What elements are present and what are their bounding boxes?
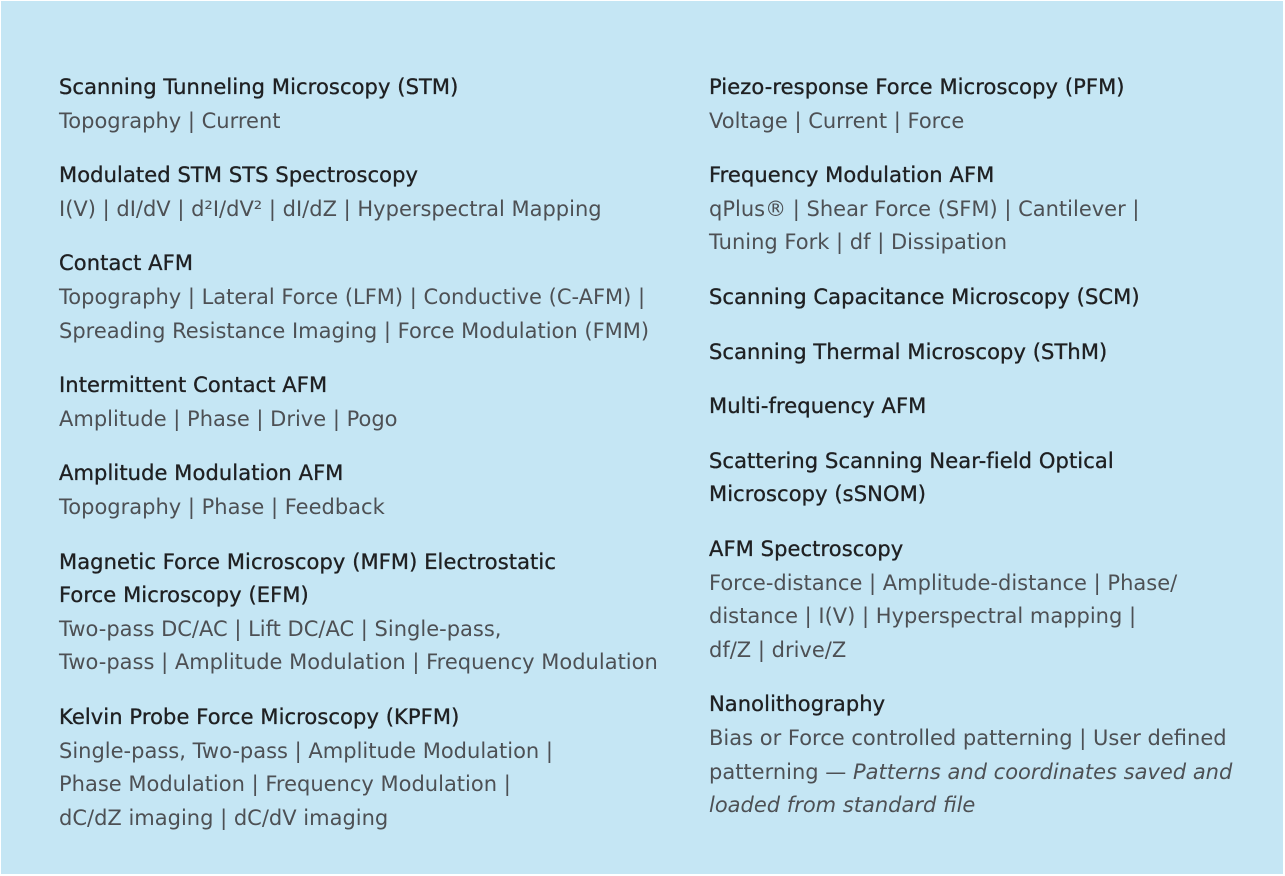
mode-description-text: Bias or Force controlled patterning | User defined patterning —: [709, 725, 1227, 784]
mode-title: Multi-frequency AFM: [709, 394, 927, 419]
mode-description: [709, 722, 1254, 823]
mode-title: Contact AFM: [59, 251, 194, 276]
mode-item-scm: [709, 281, 1254, 315]
mode-description-italic: Patterns and coordinates saved and loaded from standard file: [709, 759, 1233, 818]
mode-item-nanolithography: [709, 688, 1254, 822]
mode-description: Two-pass DC/AC | Lift DC/AC | Single-pass, Two-pass | Amplitude Modulation | Frequency Modulation: [59, 616, 658, 675]
mode-title: Scanning Thermal Microscopy (SThM): [709, 339, 1108, 364]
mode-title: Frequency Modulation AFM: [709, 163, 995, 188]
mode-description: Amplitude | Phase | Drive | Pogo: [59, 406, 398, 431]
mode-item-amplitude-modulation: [59, 457, 679, 524]
mode-item-pfm: [709, 71, 1254, 138]
right-column: [709, 71, 1254, 844]
mode-item-afm-spectroscopy: [709, 533, 1254, 667]
mode-item-ssnom: [709, 445, 1254, 512]
mode-title: Kelvin Probe Force Microscopy (KPFM): [59, 704, 460, 729]
mode-item-sthm: [709, 336, 1254, 370]
mode-description: I(V) | dI/dV | d²I/dV² | dI/dZ | Hyperspectral Mapping: [59, 196, 602, 221]
mode-item-kpfm: [59, 701, 679, 835]
mode-title: Scanning Tunneling Microscopy (STM): [59, 75, 459, 99]
mode-item-contact-afm: [59, 247, 679, 348]
mode-description: qPlus® | Shear Force (SFM) | Cantilever | Tuning Fork | df | Dissipation: [709, 196, 1140, 255]
mode-title: Nanolithography: [709, 692, 886, 717]
capabilities-panel: [1, 1, 1283, 874]
mode-title: Amplitude Modulation AFM: [59, 461, 344, 486]
mode-title: Scattering Scanning Near-field Optical Microscopy (sSNOM): [709, 448, 1114, 507]
mode-description: Topography | Current: [59, 108, 281, 133]
left-column: [59, 71, 679, 856]
mode-title: Piezo-response Force Microscopy (PFM): [709, 75, 1125, 99]
mode-item-multi-frequency: [709, 390, 1254, 424]
mode-item-modulated-sts: [59, 159, 679, 226]
mode-title: Scanning Capacitance Microscopy (SCM): [709, 284, 1140, 309]
mode-description: Single-pass, Two-pass | Amplitude Modulation | Phase Modulation | Frequency Modulation | dC/dZ imaging | dC/dV imaging: [59, 738, 553, 830]
mode-description: Voltage | Current | Force: [709, 108, 965, 133]
mode-description: Topography | Phase | Feedback: [59, 494, 385, 519]
mode-item-intermittent-contact: [59, 369, 679, 436]
mode-item-stm: [59, 71, 679, 138]
mode-description: Force-distance | Amplitude-distance | Phase/ distance | I(V) | Hyperspectral mapping | df/Z | drive/Z: [709, 570, 1178, 662]
mode-title: Modulated STM STS Spectroscopy: [59, 163, 419, 188]
mode-item-fm-afm: [709, 159, 1254, 260]
mode-description: Topography | Lateral Force (LFM) | Conductive (C-AFM) | Spreading Resistance Imaging | Force Modulation (FMM): [59, 284, 650, 343]
mode-item-mfm-efm: [59, 546, 679, 680]
mode-title: Magnetic Force Microscopy (MFM) Electrostatic Force Microscopy (EFM): [59, 549, 556, 608]
mode-title: Intermittent Contact AFM: [59, 373, 328, 398]
mode-title: AFM Spectroscopy: [709, 536, 904, 561]
